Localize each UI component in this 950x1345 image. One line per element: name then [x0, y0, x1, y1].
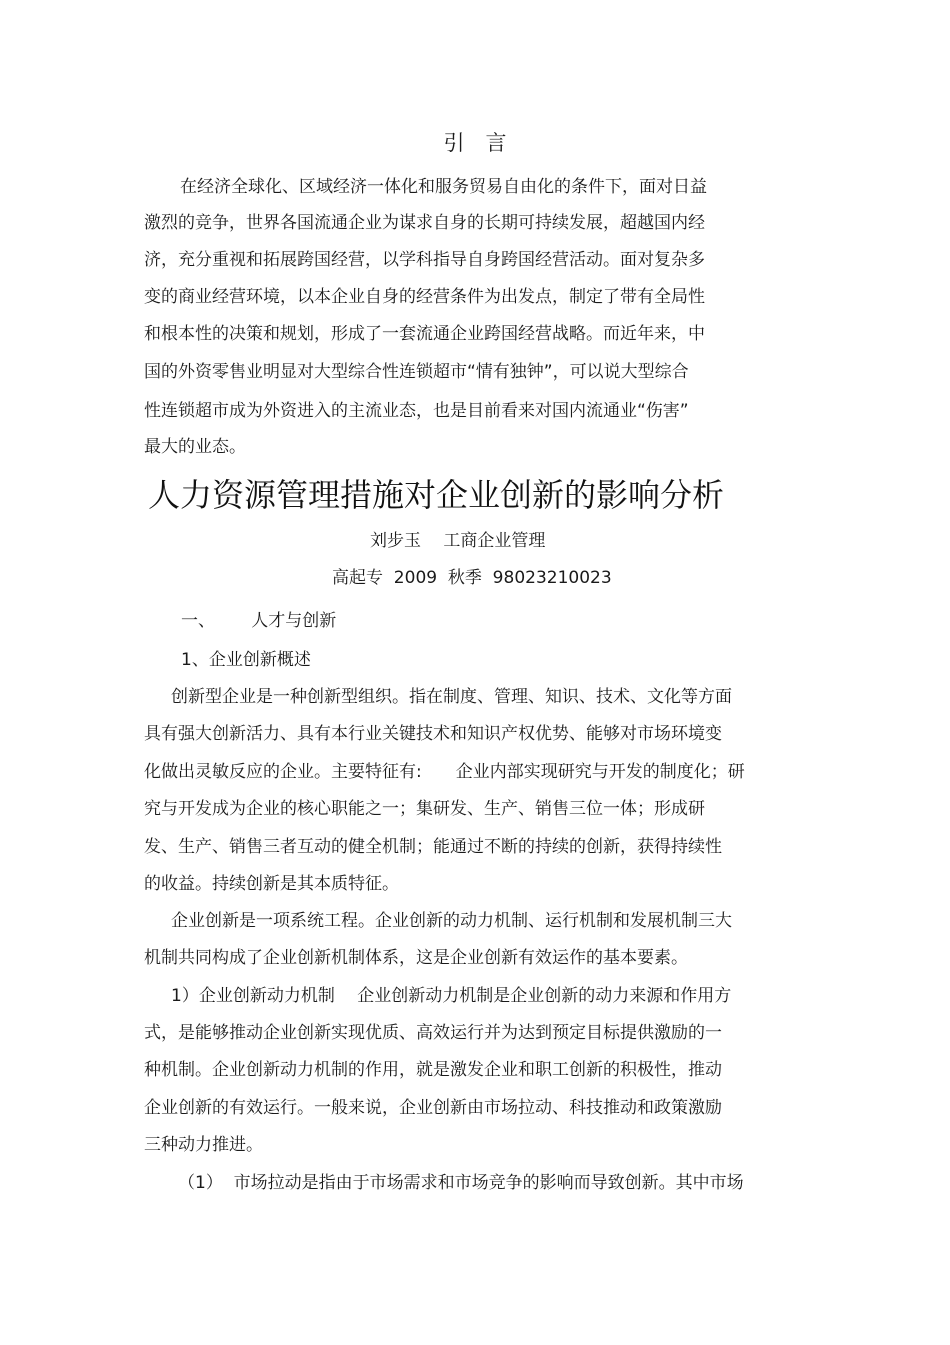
preface-line-1: 在经济全球化、区域经济一体化和服务贸易自由化的条件下，面对日益	[180, 177, 707, 197]
section-heading: 一、 人才与创新	[181, 611, 337, 631]
body-line-3: 化做出灵敏反应的企业。主要特征有: 企业内部实现研究与开发的制度化；研	[144, 762, 745, 782]
body-line-2: 具有强大创新活力、具有本行业关键技术和知识产权优势、能够对市场环境变	[144, 724, 722, 744]
subsection-heading: 1、企业创新概述	[181, 650, 311, 670]
body-line-9: 1）企业创新动力机制 企业创新动力机制是企业创新的动力来源和作用方	[171, 986, 732, 1006]
body-line-5: 发、生产、销售三者互动的健全机制；能通过不断的持续的创新，获得持续性	[144, 837, 722, 857]
preface-line-7: 性连锁超市成为外资进入的主流业态，也是目前看来对国内流通业“伤害”	[144, 401, 689, 421]
preface-heading: 引 言	[443, 131, 507, 155]
body-line-4: 究与开发成为企业的核心职能之一；集研发、生产、销售三位一体；形成研	[144, 799, 705, 819]
body-line-13: 三种动力推进。	[144, 1135, 263, 1155]
preface-line-3: 济，充分重视和拓展跨国经营，以学科指导自身跨国经营活动。面对复杂多	[144, 250, 705, 270]
body-line-10: 式，是能够推动企业创新实现优质、高效运行并为达到预定目标提供激励的一	[144, 1023, 722, 1043]
info-line: 高起专 2009 秋季 98023210023	[332, 568, 612, 588]
body-line-11: 种机制。企业创新动力机制的作用，就是激发企业和职工创新的积极性，推动	[144, 1060, 722, 1080]
preface-line-8: 最大的业态。	[144, 437, 246, 457]
preface-line-2: 激烈的竞争，世界各国流通企业为谋求自身的长期可持续发展，超越国内经	[144, 213, 705, 233]
preface-line-6: 国的外资零售业明显对大型综合性连锁超市“情有独钟”，可以说大型综合	[144, 362, 689, 382]
body-line-12: 企业创新的有效运行。一般来说，企业创新由市场拉动、科技推动和政策激励	[144, 1098, 722, 1118]
preface-line-4: 变的商业经营环境，以本企业自身的经营条件为出发点，制定了带有全局性	[144, 287, 705, 307]
body-line-8: 机制共同构成了企业创新机制体系，这是企业创新有效运作的基本要素。	[144, 948, 688, 968]
body-line-6: 的收益。持续创新是其本质特征。	[144, 874, 399, 894]
body-line-1: 创新型企业是一种创新型组织。指在制度、管理、知识、技术、文化等方面	[171, 687, 732, 707]
body-line-14: （1） 市场拉动是指由于市场需求和市场竞争的影响而导致创新。其中市场	[178, 1173, 744, 1193]
body-line-7: 企业创新是一项系统工程。企业创新的动力机制、运行机制和发展机制三大	[171, 911, 732, 931]
preface-line-5: 和根本性的决策和规划，形成了一套流通企业跨国经营战略。而近年来，中	[144, 324, 705, 344]
author-line: 刘步玉 工商企业管理	[370, 531, 546, 551]
article-title: 人力资源管理措施对企业创新的影响分析	[148, 476, 725, 514]
